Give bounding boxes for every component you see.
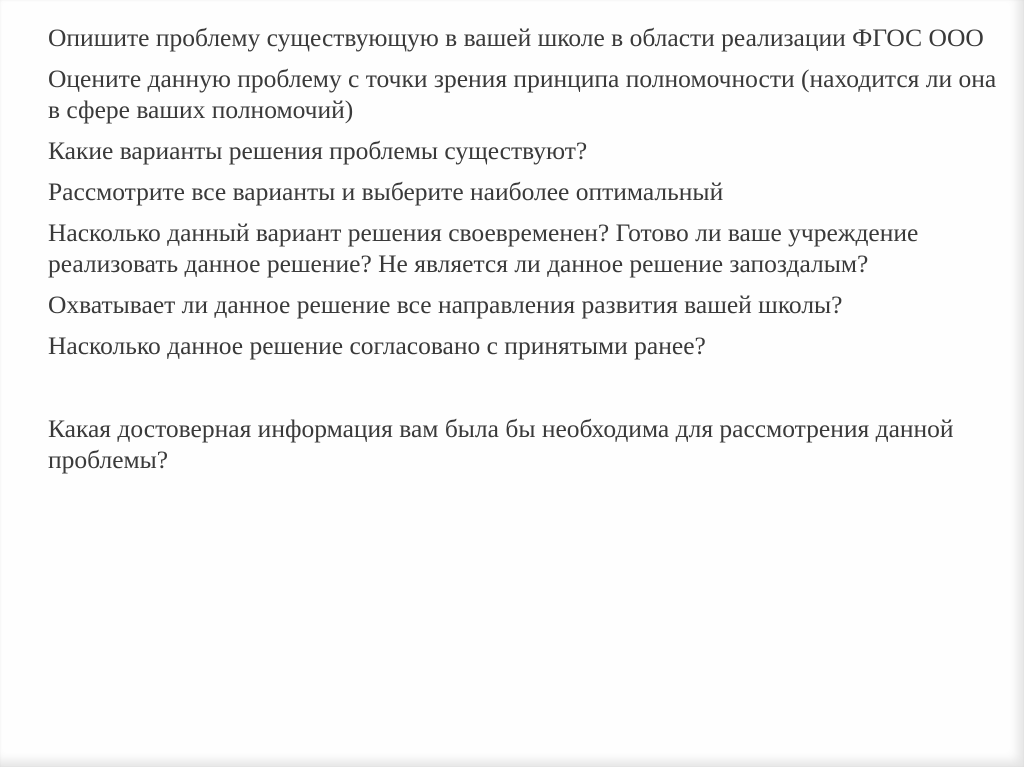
question-7: Насколько данное решение согласовано с принятыми ранее? bbox=[48, 331, 706, 360]
question-4: Рассмотрите все варианты и выберите наиболее оптимальный bbox=[48, 177, 724, 206]
question-1: Опишите проблему существующую в вашей школе в области реализации ФГОС ООО bbox=[48, 23, 984, 52]
question-8: Какая достоверная информация вам была бы необходима для рассмотрения данной проблемы? bbox=[48, 414, 954, 474]
question-2: Оцените данную проблему с точки зрения принципа полномочности (находится ли она в сфере ваших полномочий) bbox=[48, 64, 997, 124]
question-list bbox=[48, 22, 1003, 485]
question-3: Какие варианты решения проблемы существуют? bbox=[48, 136, 588, 165]
question-5: Насколько данный вариант решения своевременен? Готово ли ваше учреждение реализовать данное решение? Не является ли данное решение запоздалым? bbox=[48, 218, 919, 278]
question-6: Охватывает ли данное решение все направления развития вашей школы? bbox=[48, 290, 843, 319]
